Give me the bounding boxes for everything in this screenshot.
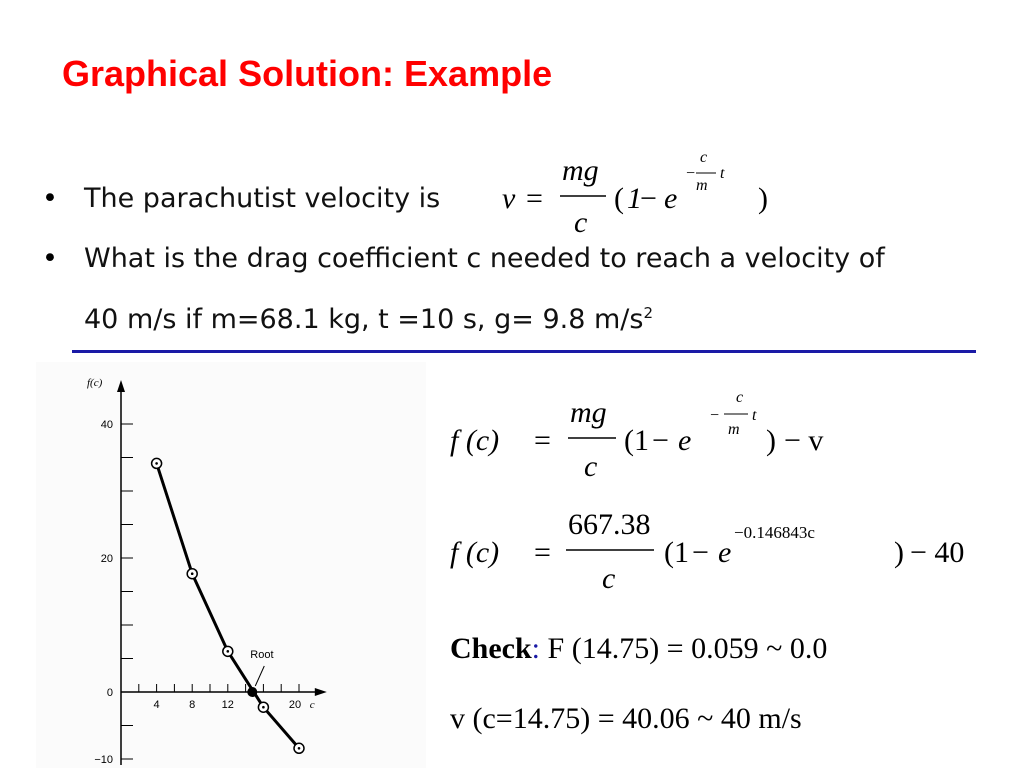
velocity-denominator: c bbox=[574, 206, 588, 239]
fc-numeric-exponent: −0.146843c bbox=[734, 523, 815, 542]
fc-general-exp-var: t bbox=[752, 407, 757, 424]
fc-general-formula bbox=[440, 388, 880, 498]
velocity-exp-den: m bbox=[696, 177, 708, 194]
fc-numeric-paren-open: (1 bbox=[664, 536, 689, 569]
fc-general-tail: − v bbox=[784, 424, 824, 457]
data-point-center bbox=[262, 706, 265, 709]
y-tick-label: 0 bbox=[106, 687, 113, 699]
y-tick-label: −10 bbox=[94, 754, 113, 766]
fc-numeric-lhs: f (c) bbox=[450, 536, 500, 569]
velocity-exp-minus: − bbox=[686, 165, 696, 182]
velocity-one: 1 bbox=[627, 182, 642, 215]
data-point-center bbox=[227, 650, 230, 653]
fc-numeric-formula bbox=[440, 500, 1010, 610]
root-label: Root bbox=[250, 649, 274, 661]
fc-chart bbox=[36, 362, 426, 768]
velocity-formula bbox=[490, 140, 790, 240]
check-line-1 bbox=[450, 632, 827, 666]
x-tick-label: 8 bbox=[189, 699, 196, 711]
check-expression: F (14.75) = 0.059 ~ 0.0 bbox=[540, 632, 828, 665]
data-point-center bbox=[191, 572, 194, 575]
root-point bbox=[247, 687, 257, 697]
bullet-dot-1: • bbox=[42, 183, 58, 214]
x-tick-label: 20 bbox=[288, 699, 302, 711]
velocity-numerator: mg bbox=[562, 154, 599, 187]
velocity-lhs: v bbox=[502, 182, 516, 215]
y-axis-label: f(c) bbox=[87, 377, 103, 389]
fc-general-lhs: f (c) bbox=[450, 424, 500, 457]
velocity-exp-var: t bbox=[720, 165, 725, 182]
fc-general-e: e bbox=[678, 424, 692, 457]
bullet-text-2b-superscript: 2 bbox=[643, 304, 653, 322]
x-tick-label: 4 bbox=[153, 699, 160, 711]
velocity-minus: − bbox=[640, 182, 657, 215]
fc-general-denominator: c bbox=[584, 450, 598, 483]
x-axis-label: c bbox=[309, 699, 315, 711]
check-line-2: v (c=14.75) = 40.06 ~ 40 m/s bbox=[450, 702, 802, 735]
fc-general-paren-open: (1 bbox=[624, 424, 649, 457]
data-point-center bbox=[298, 747, 301, 750]
fc-general-numerator: mg bbox=[570, 396, 607, 429]
fc-numeric-equals: = bbox=[534, 536, 551, 569]
fc-numeric-paren-close: ) bbox=[894, 536, 904, 569]
velocity-equals: = bbox=[526, 182, 543, 215]
slide-title: Graphical Solution: Example bbox=[62, 53, 553, 94]
fc-numeric-minus: − bbox=[692, 536, 709, 569]
fc-general-exp-den: m bbox=[728, 421, 740, 438]
y-axis-arrow bbox=[117, 380, 125, 392]
bullet-text-1: The parachutist velocity is bbox=[84, 183, 441, 214]
velocity-paren-open: ( bbox=[614, 182, 624, 215]
bullet-text-2a: What is the drag coefficient c needed to reach a velocity of bbox=[84, 243, 885, 274]
fc-numeric-e: e bbox=[718, 536, 732, 569]
chart-panel bbox=[36, 362, 426, 768]
velocity-e: e bbox=[664, 182, 678, 215]
section-divider bbox=[72, 350, 976, 353]
fc-general-exp-minus: − bbox=[710, 407, 720, 424]
y-tick-label: 40 bbox=[100, 419, 113, 431]
bullet-dot-2: • bbox=[42, 243, 58, 274]
check-colon: : bbox=[531, 632, 541, 665]
fc-general-equals: = bbox=[534, 424, 551, 457]
root-pointer bbox=[255, 666, 264, 686]
x-axis-arrow bbox=[315, 688, 327, 696]
fc-general-minus: − bbox=[652, 424, 669, 457]
velocity-paren-close: ) bbox=[758, 182, 768, 215]
data-point-center bbox=[155, 462, 158, 465]
x-tick-label: 12 bbox=[221, 699, 234, 711]
velocity-exp-num: c bbox=[700, 149, 708, 166]
y-tick-label: 20 bbox=[100, 553, 113, 565]
fc-general-exp-num: c bbox=[736, 389, 744, 406]
fc-numeric-denominator: c bbox=[602, 562, 616, 595]
check-label: Check bbox=[450, 632, 532, 665]
fc-numeric-numerator: 667.38 bbox=[568, 508, 651, 541]
bullet-text-2b bbox=[84, 296, 653, 337]
fc-numeric-tail: − 40 bbox=[910, 536, 965, 569]
bullet-text-2b-main: 40 m/s if m=68.1 kg, t =10 s, g= 9.8 m/s bbox=[84, 304, 644, 335]
fc-general-paren-close: ) bbox=[766, 424, 776, 457]
